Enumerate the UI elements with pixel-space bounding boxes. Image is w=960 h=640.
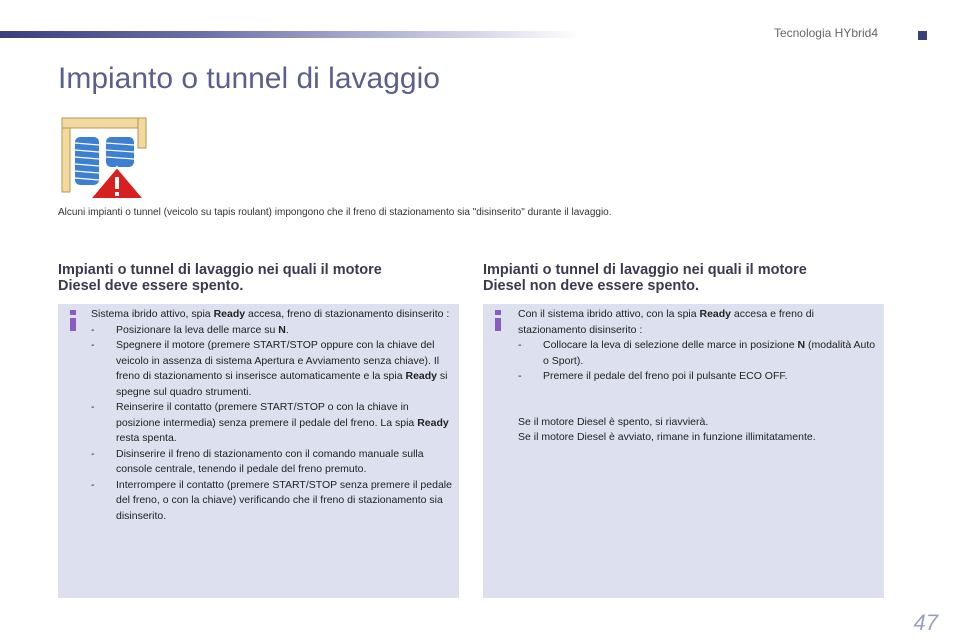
intro-text: Alcuni impianti o tunnel (veicolo su tapis roulant) impongono che il freno di stazionamento sia "disinserito" durante il lavaggio. xyxy=(58,207,612,218)
section-title: Tecnologia HYbrid4 xyxy=(773,26,878,40)
right-heading-line1: Impianti o tunnel di lavaggio nei quali il motore xyxy=(483,262,807,278)
right-heading xyxy=(483,262,807,294)
header-square-icon xyxy=(918,31,927,40)
header-bar xyxy=(0,31,580,38)
right-steps-list xyxy=(518,338,876,385)
right-info-panel xyxy=(483,304,884,598)
left-heading-line1: Impianti o tunnel di lavaggio nei quali il motore xyxy=(58,262,382,278)
left-info-panel xyxy=(58,304,459,598)
list-item: - Reinserire il contatto (premere START/STOP o con la chiave in posizione intermedia) senza premere il pedale del freno. La spia Ready resta spenta. xyxy=(91,401,449,444)
info-icon xyxy=(495,310,501,330)
left-panel-text xyxy=(91,307,453,524)
list-item: - Collocare la leva di selezione delle marce in posizione N (modalità Auto o Sport). xyxy=(518,339,876,367)
right-note-1: Se il motore Diesel è spento, si riavvierà. xyxy=(518,415,709,428)
list-item: - Posizionare la leva delle marce su N. xyxy=(91,323,289,336)
right-heading-line2: Diesel non deve essere spento. xyxy=(483,278,699,294)
right-intro-paragraph: Con il sistema ibrido attivo, con la spia Ready accesa e freno di stazionamento disinserito : xyxy=(518,308,814,336)
left-heading-line2: Diesel deve essere spento. xyxy=(58,278,244,294)
list-item: - Disinserire il freno di stazionamento con il comando manuale sulla console centrale, tenendo il pedale del freno premuto. xyxy=(91,447,424,475)
left-heading xyxy=(58,262,382,294)
left-intro-paragraph: Sistema ibrido attivo, spia Ready accesa, freno di stazionamento disinserito : xyxy=(91,308,450,320)
page-title: Impianto o tunnel di lavaggio xyxy=(58,62,440,95)
left-steps-list xyxy=(91,323,453,525)
right-note-2: Se il motore Diesel è avviato, rimane in funzione illimitatamente. xyxy=(518,431,816,443)
list-item: - Spegnere il motore (premere START/STOP oppure con la chiave del veicolo in assenza di sistema Apertura e Avviamento senza chiave). Il freno di stazionamento si inserisce automaticamente e la spia Ready si spegne sul quadro strumenti. xyxy=(91,339,448,398)
right-panel-text xyxy=(518,307,876,446)
page-number: 47 xyxy=(913,610,938,635)
list-item: - Interrompere il contatto (premere START/STOP senza premere il pedale del freno, o con la chiave) verificando che il freno di stazionamento sia disinserito. xyxy=(91,478,452,522)
car-wash-warning-icon xyxy=(60,115,150,200)
info-icon xyxy=(70,310,76,330)
list-item: - Premere il pedale del freno poi il pulsante ECO OFF. xyxy=(518,370,788,382)
